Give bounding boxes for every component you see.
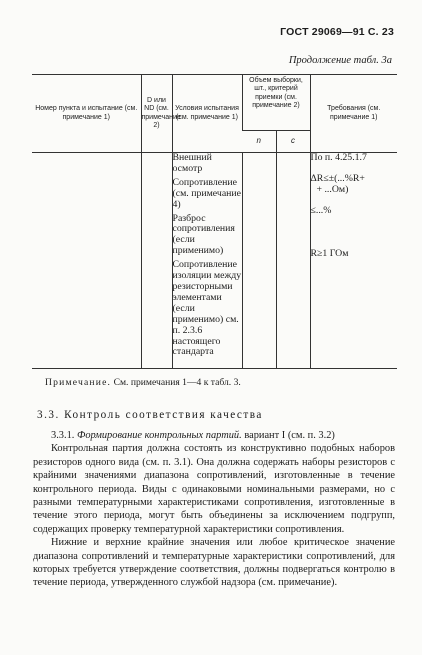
section-title: Контроль соответствия качества (64, 409, 263, 421)
cell-n (242, 153, 276, 369)
col-header-conditions: Условия испытания (см. примечание 1) (172, 75, 242, 153)
col-header-n: n (242, 131, 276, 153)
cell-d-nd (141, 153, 172, 369)
condition-resistance-spread: Разброс сопротивления (если применимо) (172, 212, 235, 257)
col-header-item: Номер пункта и испытание (см. примечание 1) (32, 75, 141, 153)
col-header-d-nd: D или ND (см. примечание 2) (141, 75, 172, 153)
table-note (45, 377, 241, 388)
cell-conditions (172, 153, 242, 369)
cell-requirements (310, 153, 397, 369)
note-label: Примечание. (45, 377, 112, 388)
col-header-c: c (276, 131, 310, 153)
section-heading (37, 409, 263, 421)
subsection-tail: вариант I (см. п. 3.2) (244, 430, 335, 441)
cell-item (32, 153, 141, 369)
subsection-number: 3.3.1. (51, 430, 75, 441)
subsection-heading (33, 429, 395, 442)
req-visual: По п. 4.25.1.7 (310, 152, 367, 163)
paragraph-1: Контрольная партия должна состоять из конструктивно подобных наборов резисторов одного вида (см. п. 3.1). Она должна содержать наборы резисторов с крайними значениями диапазона сопротивлений, изготовленные в течение контрольного периода. Виды с одинаковыми номинальными размерами, но с разными температурными характеристиками сопротивления, изготовленные в течение этого периода, могут быть объединены за исключением подгрупп, содержащих проверку температурной характеристики сопротивления. (33, 443, 395, 535)
condition-insulation: Сопротивление изоляции между резисторными элементами (если применимо) см. п. 2.3.6 настоящего стандарта (172, 259, 242, 358)
table-continuation-label: Продолжение табл. 3а (288, 55, 392, 66)
req-resistance-2: + ...Ом) (316, 183, 349, 195)
req-spread: ≤...% (310, 204, 332, 216)
cell-c (276, 153, 310, 369)
col-header-sample-volume: Объем выборки, шт., критерий приемки (см. примечание 2) (242, 75, 310, 131)
subsection-title: Формирование контрольных партий. (77, 430, 242, 441)
table-row (32, 153, 397, 369)
section-body (33, 429, 395, 590)
page-header: ГОСТ 29069—91 С. 23 (280, 26, 394, 38)
section-number: 3.3. (37, 409, 60, 421)
condition-resistance: Сопротивление (см. примечание 4) (172, 176, 242, 210)
condition-visual: Внешний осмотр (172, 152, 212, 174)
test-table (32, 74, 397, 369)
req-insulation: R≥1 ГОм (310, 247, 349, 259)
col-header-requirements: Требования (см. примечание 1) (310, 75, 397, 153)
req-resistance-1: ΔR≤±(...%R+ (310, 172, 365, 184)
note-text: См. примечания 1—4 к табл. 3. (113, 377, 241, 388)
paragraph-2: Нижние и верхние крайние значения или любое критическое значение диапазона сопротивлений и температурные характеристики сопротивлений, для которых требуется утверждение соответствия, должны подвергаться контролю в течение периода, утвержденного службой надзора (см. примечание). (33, 537, 395, 589)
